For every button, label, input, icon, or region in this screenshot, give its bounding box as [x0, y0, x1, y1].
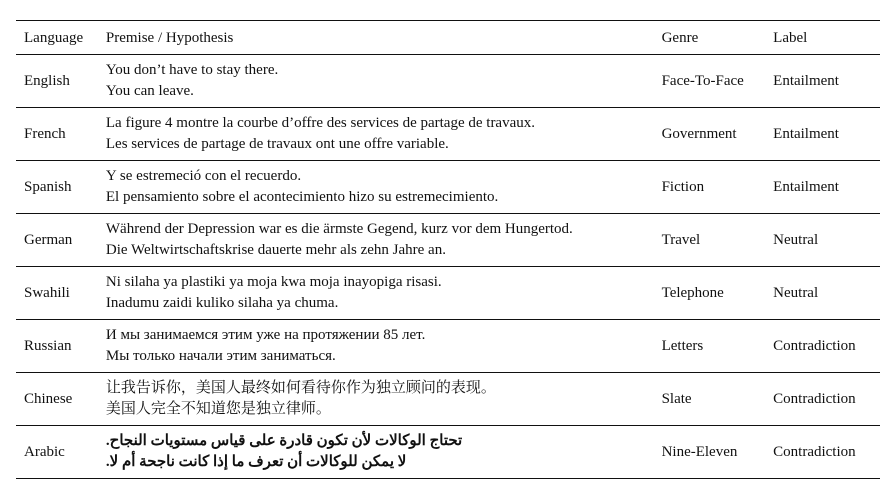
row-genre: Nine-Eleven — [661, 443, 738, 460]
row-genre: Travel — [661, 231, 701, 248]
row-label: Contradiction — [773, 390, 856, 407]
row-premise: تحتاج الوكالات لأن تكون قادرة على قياس مستويات النجاح. — [105, 433, 463, 449]
row-premise: You don’t have to stay there. — [105, 62, 279, 78]
table-header — [16, 21, 880, 55]
row-premise: La figure 4 montre la courbe d’offre des services de partage de travaux. — [105, 115, 536, 131]
row-language: French — [24, 125, 66, 142]
row-genre: Government — [661, 125, 737, 142]
row-premise-hypothesis — [106, 161, 662, 214]
xnli-examples-table-container — [16, 20, 880, 479]
row-hypothesis: 美国人完全不知道您是独立律师。 — [105, 401, 331, 417]
row-premise: И мы занимаемся этим уже на протяжении 85 лет. — [105, 327, 426, 343]
row-genre: Letters — [661, 337, 704, 354]
table-row — [16, 108, 880, 161]
row-hypothesis: لا يمكن للوكالات أن تعرف ما إذا كانت ناجحة أم لا. — [105, 454, 407, 470]
table-row — [16, 161, 880, 214]
row-hypothesis: Les services de partage de travaux ont une offre variable. — [105, 136, 449, 152]
row-genre: Slate — [661, 390, 692, 407]
row-premise-hypothesis — [106, 108, 662, 161]
row-premise-hypothesis — [106, 55, 662, 108]
row-language: English — [24, 72, 70, 89]
table-row — [16, 214, 880, 267]
table-row — [16, 373, 880, 426]
table-row — [16, 320, 880, 373]
row-genre: Face-To-Face — [661, 72, 744, 89]
row-premise: 让我告诉你，美国人最终如何看待你作为独立顾问的表现。 — [105, 380, 496, 396]
row-premise-hypothesis — [106, 267, 662, 320]
row-language: Arabic — [24, 443, 65, 460]
row-label: Entailment — [773, 178, 839, 195]
header-language: Language — [24, 29, 84, 46]
header-row — [16, 21, 880, 55]
row-premise-hypothesis — [106, 426, 662, 479]
table-row — [16, 267, 880, 320]
row-premise: Während der Depression war es die ärmste Gegend, kurz vor dem Hungertod. — [105, 221, 573, 237]
xnli-examples-table — [16, 20, 880, 479]
row-label: Entailment — [773, 72, 839, 89]
row-genre: Fiction — [661, 178, 705, 195]
row-language: German — [24, 231, 73, 248]
table-row — [16, 426, 880, 479]
header-genre: Genre — [661, 29, 699, 46]
row-language: Swahili — [24, 284, 70, 301]
table-body — [16, 55, 880, 479]
row-language: Russian — [24, 337, 72, 354]
row-premise: Ni silaha ya plastiki ya moja kwa moja inayopiga risasi. — [105, 274, 442, 290]
row-premise-hypothesis — [106, 373, 662, 426]
row-label: Contradiction — [773, 443, 856, 460]
row-premise-hypothesis — [106, 214, 662, 267]
row-hypothesis: Die Weltwirtschaftskrise dauerte mehr als zehn Jahre an. — [105, 242, 446, 258]
row-label: Entailment — [773, 125, 839, 142]
row-hypothesis: El pensamiento sobre el acontecimiento hizo su estremecimiento. — [105, 189, 499, 205]
row-premise: Y se estremeció con el recuerdo. — [105, 168, 302, 184]
row-genre: Telephone — [661, 284, 724, 301]
row-label: Contradiction — [773, 337, 856, 354]
row-premise-hypothesis — [106, 320, 662, 373]
table-row — [16, 55, 880, 108]
row-hypothesis: You can leave. — [105, 83, 194, 99]
row-label: Neutral — [773, 284, 819, 301]
row-label: Neutral — [773, 231, 819, 248]
row-hypothesis: Inadumu zaidi kuliko silaha ya chuma. — [105, 295, 339, 311]
row-hypothesis: Мы только начали этим заниматься. — [105, 348, 336, 364]
header-label: Label — [773, 29, 808, 46]
row-language: Chinese — [24, 390, 73, 407]
row-language: Spanish — [24, 178, 72, 195]
header-premise-hypothesis: Premise / Hypothesis — [105, 29, 234, 46]
